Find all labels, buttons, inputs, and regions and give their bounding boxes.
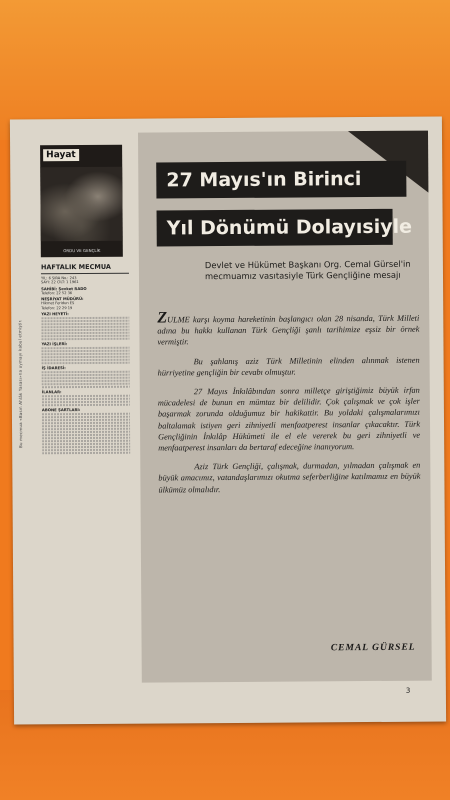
paragraph	[157, 311, 419, 348]
masthead-line: Telefon: 22 52 36	[41, 290, 73, 296]
signature: CEMAL GÜRSEL	[330, 642, 416, 654]
article-body	[157, 311, 420, 504]
spine-note: Bu mecmua «Basın Ahlâk Yasası»na uymayı kabul etmiştir.	[17, 319, 24, 449]
headline-line-2: Yıl Dönümü Dolayısiyle	[157, 209, 393, 247]
masthead-line: İLANLAR:	[41, 389, 62, 395]
masthead-title: HAFTALIK MECMUA	[41, 263, 129, 275]
masthead-line: SAHİBİ: Şevket RADO	[41, 285, 87, 292]
paragraph-text: ULME karşı koyma hareketinin başlangıcı olan 28 nisanda, Türk Milleti adına bu hakkı kullanan Türk Gençliği şanlı tarihimize eşsiz bir örnek vermiştir.	[157, 313, 420, 347]
paragraph: 27 Mayıs İnkılâbından sonra milletçe giriştiğimiz büyük irfan mücadelesi de bunun en mümtaz bir delilidir. Çok çalışmak ve çok işler başarmak zorunda olduğumuz bir hakikattir. Bu yoldaki çalışmalarımızı baltalamak istiyen geri zihniyetli menfaatperest insanlar çıkacaktır. Türk Gençliğinin İnkılâp Hükümeti ile el ele vererek bu geri zihniyetli ve menfaatperest insanları da bertaraf edeceğine inanıyorum.	[157, 385, 421, 453]
cover-thumbnail	[40, 145, 123, 258]
masthead-line: ABONE ŞARTLARI:	[41, 407, 81, 413]
drop-cap: Z	[157, 309, 168, 327]
masthead-line: YIL: 6 SIRA No.: 243	[40, 276, 77, 281]
masthead-line: Telefon: 22 29 19	[41, 305, 73, 310]
masthead-line: İŞ İDARESİ:	[41, 365, 66, 371]
article-intro: Devlet ve Hükümet Başkanı Org. Cemal Gürsel'in mecmuamız vasıtasiyle Türk Gençliğine mesajı	[204, 258, 411, 282]
hayat-logo: Hayat	[43, 149, 79, 161]
masthead-line: Hikmet Feridun ES	[41, 301, 75, 306]
headline-line-1: 27 Mayıs'ın Birinci	[156, 161, 406, 199]
cover-caption: ORDU VE GENÇLİK	[63, 247, 101, 254]
masthead-line: YAZI İŞLERİ:	[41, 341, 68, 347]
page-number: 3	[405, 686, 411, 695]
masthead-column	[40, 145, 130, 456]
article-panel	[138, 131, 432, 683]
masthead-line: YAZI HEYETİ:	[41, 311, 69, 317]
masthead-line: SAYI: 22 CİLT: 1 1961	[41, 280, 79, 285]
masthead	[41, 263, 130, 455]
magazine-page	[10, 116, 446, 724]
paragraph: Aziz Türk Gençliği, çalışmak, durmadan, yılmadan çalışmak en büyük amacımız, vatandaşlarımızı okutma seferberliğine katılmamız en büyük ülkümüz olmalıdır.	[158, 460, 421, 495]
cover-photo	[40, 167, 123, 242]
masthead-line: NEŞRİYAT MÜDÜRÜ:	[41, 296, 84, 302]
paragraph: Bu şahlanış aziz Türk Milletinin elinden alınmak istenen hürriyetine gençliğin bir cevabı olmuştur.	[157, 355, 420, 378]
